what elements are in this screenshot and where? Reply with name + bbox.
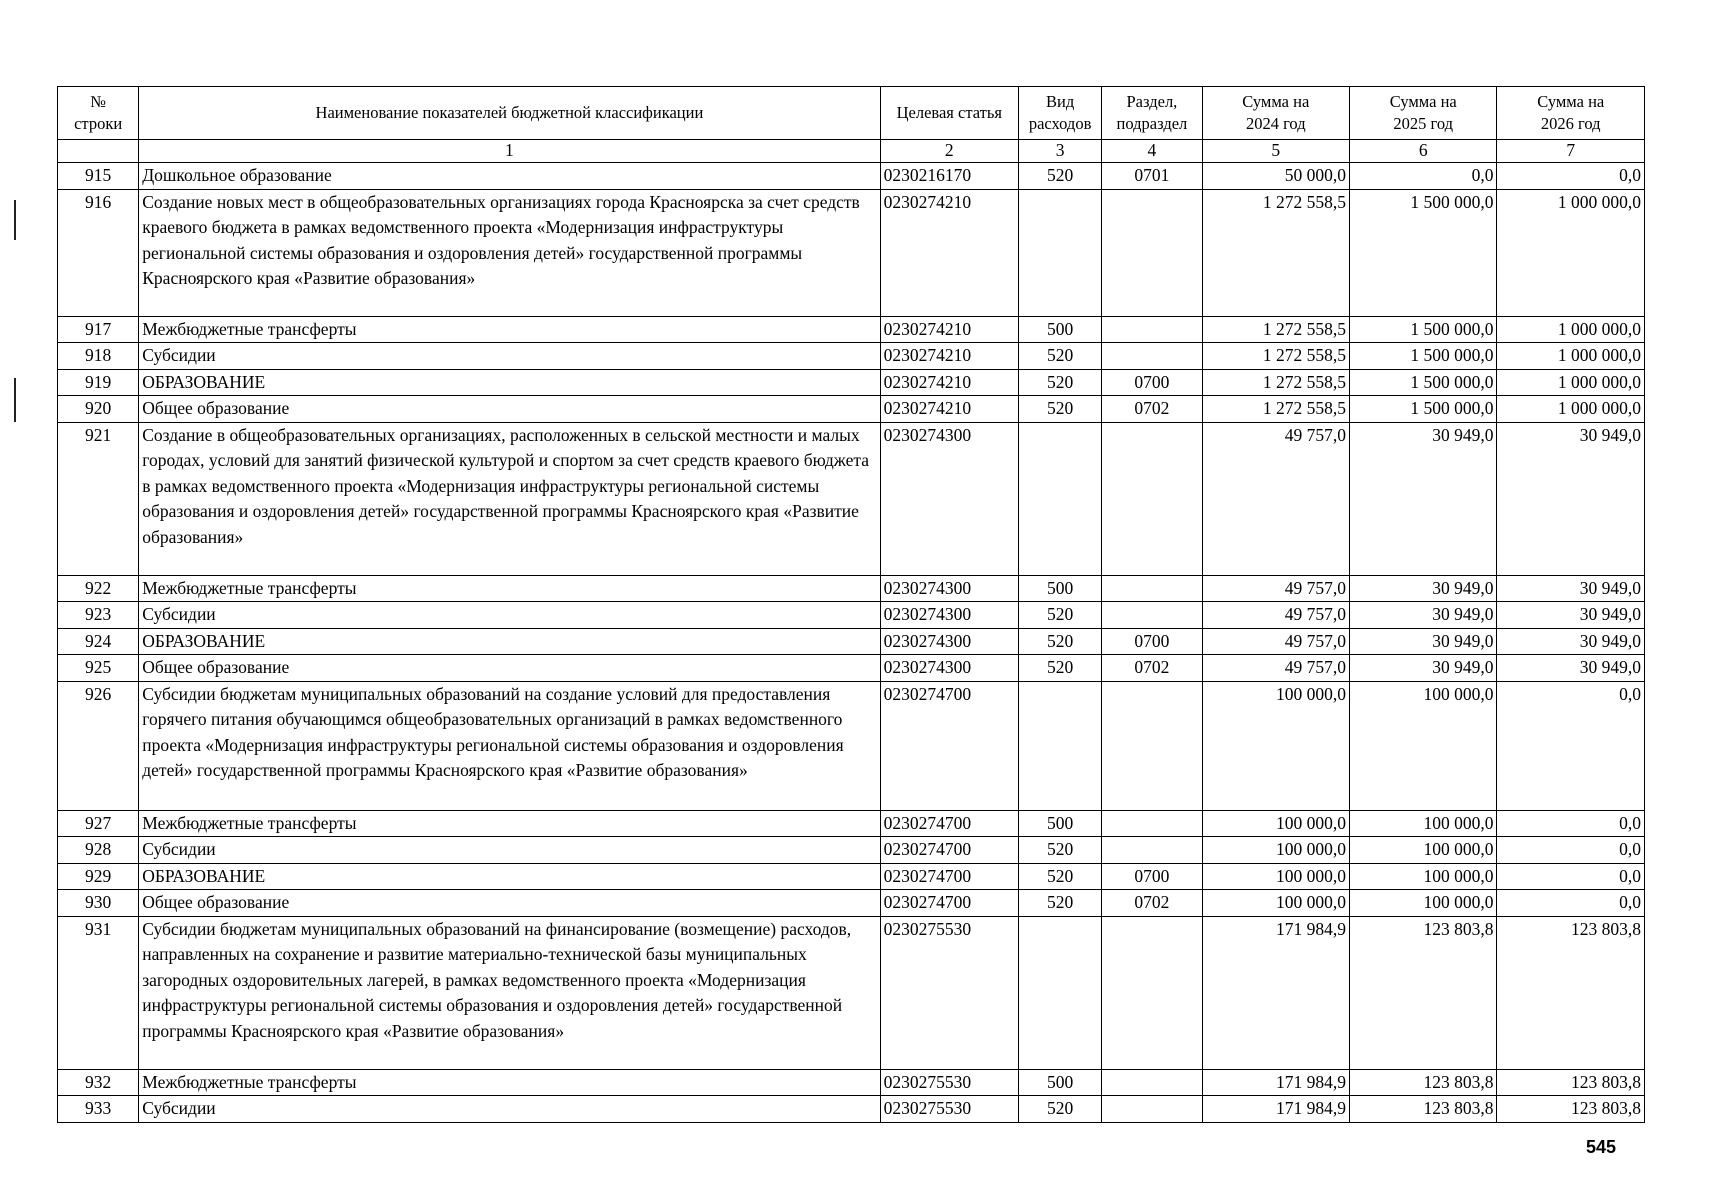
- section-code: 0702: [1102, 396, 1202, 423]
- row-name: Субсидии: [139, 837, 880, 864]
- amount-2024: 1 272 558,5: [1202, 189, 1349, 316]
- amount-2024: 100 000,0: [1202, 890, 1349, 917]
- amount-2024: 49 757,0: [1202, 655, 1349, 682]
- expense-type: [1019, 422, 1102, 575]
- target-code: 0230274700: [880, 890, 1018, 917]
- budget-table: [57, 86, 1645, 1123]
- row-number: 915: [58, 163, 139, 190]
- row-number: 921: [58, 422, 139, 575]
- amount-2026: 123 803,8: [1497, 916, 1645, 1069]
- target-code: 0230274300: [880, 602, 1018, 629]
- expense-type: 520: [1019, 369, 1102, 396]
- row-name: Дошкольное образование: [139, 163, 880, 190]
- row-name: Создание в общеобразовательных организациях, расположенных в сельской местности и малых городах, условий для занятий физической культурой и спортом за счет средств краевого бюджета в рамках ведомственного проекта «Модернизация инфраструктуры региональной системы образования и оздоровления детей» государственной программы Красноярского края «Развитие образования»: [139, 422, 880, 575]
- row-number: 922: [58, 575, 139, 602]
- amount-2026: 0,0: [1497, 810, 1645, 837]
- table-row: [58, 1096, 1645, 1123]
- amount-2024: 49 757,0: [1202, 602, 1349, 629]
- header-target: Целевая статья: [880, 87, 1018, 140]
- row-name: Субсидии: [139, 1096, 880, 1123]
- header-vid: Вид расходов: [1019, 87, 1102, 140]
- header-name: Наименование показателей бюджетной классификации: [139, 87, 880, 140]
- header-sum2026: Сумма на 2026 год: [1497, 87, 1645, 140]
- table-row: [58, 837, 1645, 864]
- target-code: 0230274700: [880, 863, 1018, 890]
- row-name: ОБРАЗОВАНИЕ: [139, 369, 880, 396]
- row-number: 927: [58, 810, 139, 837]
- amount-2025: 100 000,0: [1350, 681, 1497, 810]
- section-code: 0702: [1102, 655, 1202, 682]
- row-number: 925: [58, 655, 139, 682]
- row-number: 929: [58, 863, 139, 890]
- amount-2026: 30 949,0: [1497, 655, 1645, 682]
- section-code: [1102, 343, 1202, 370]
- amount-2025: 30 949,0: [1350, 655, 1497, 682]
- row-number: 916: [58, 189, 139, 316]
- expense-type: [1019, 681, 1102, 810]
- amount-2024: 100 000,0: [1202, 681, 1349, 810]
- row-name: Субсидии бюджетам муниципальных образований на финансирование (возмещение) расходов, направленных на сохранение и развитие материально-технической базы муниципальных загородных оздоровительных лагерей, в рамках ведомственного проекта «Модернизация инфраструктуры региональной системы образования и оздоровления детей» государственной программы Красноярского края «Развитие образования»: [139, 916, 880, 1069]
- target-code: 0230275530: [880, 916, 1018, 1069]
- expense-type: 520: [1019, 863, 1102, 890]
- section-code: [1102, 916, 1202, 1069]
- expense-type: 520: [1019, 602, 1102, 629]
- row-name: Межбюджетные трансферты: [139, 1069, 880, 1096]
- section-code: 0702: [1102, 890, 1202, 917]
- header-sum2025: Сумма на 2025 год: [1350, 87, 1497, 140]
- section-code: [1102, 1096, 1202, 1123]
- amount-2024: 1 272 558,5: [1202, 369, 1349, 396]
- column-number: 6: [1350, 140, 1497, 163]
- amount-2025: 100 000,0: [1350, 863, 1497, 890]
- table-row: [58, 396, 1645, 423]
- amount-2024: 49 757,0: [1202, 628, 1349, 655]
- table-row: [58, 163, 1645, 190]
- column-number: 4: [1102, 140, 1202, 163]
- row-name: Межбюджетные трансферты: [139, 316, 880, 343]
- row-number: 932: [58, 1069, 139, 1096]
- amount-2024: 49 757,0: [1202, 575, 1349, 602]
- section-code: [1102, 681, 1202, 810]
- section-code: [1102, 575, 1202, 602]
- table-row: [58, 316, 1645, 343]
- section-code: [1102, 316, 1202, 343]
- row-number: 931: [58, 916, 139, 1069]
- table-row: [58, 810, 1645, 837]
- row-number: 919: [58, 369, 139, 396]
- section-code: 0700: [1102, 628, 1202, 655]
- row-number: 923: [58, 602, 139, 629]
- amount-2024: 100 000,0: [1202, 810, 1349, 837]
- target-code: 0230274210: [880, 316, 1018, 343]
- amount-2025: 0,0: [1350, 163, 1497, 190]
- amount-2024: 1 272 558,5: [1202, 316, 1349, 343]
- amount-2025: 30 949,0: [1350, 422, 1497, 575]
- amount-2026: 30 949,0: [1497, 422, 1645, 575]
- amount-2026: 0,0: [1497, 837, 1645, 864]
- amount-2025: 30 949,0: [1350, 575, 1497, 602]
- row-number: 933: [58, 1096, 139, 1123]
- table-row: [58, 575, 1645, 602]
- row-name: Создание новых мест в общеобразовательных организациях города Красноярска за счет средств краевого бюджета в рамках ведомственного проекта «Модернизация инфраструктуры региональной системы образования и оздоровления детей» государственной программы Красноярского края «Развитие образования»: [139, 189, 880, 316]
- table-row: [58, 890, 1645, 917]
- amount-2025: 1 500 000,0: [1350, 369, 1497, 396]
- row-number: 928: [58, 837, 139, 864]
- table-row: [58, 681, 1645, 810]
- column-number: 7: [1497, 140, 1645, 163]
- amount-2025: 1 500 000,0: [1350, 396, 1497, 423]
- row-number: 924: [58, 628, 139, 655]
- amount-2024: 171 984,9: [1202, 916, 1349, 1069]
- amount-2026: 1 000 000,0: [1497, 396, 1645, 423]
- page-number: 545: [1586, 1137, 1617, 1157]
- row-name: Общее образование: [139, 655, 880, 682]
- target-code: 0230274300: [880, 655, 1018, 682]
- target-code: 0230274300: [880, 628, 1018, 655]
- table-row: [58, 863, 1645, 890]
- table-row: [58, 628, 1645, 655]
- amount-2024: 50 000,0: [1202, 163, 1349, 190]
- amount-2026: 0,0: [1497, 890, 1645, 917]
- row-name: Общее образование: [139, 396, 880, 423]
- section-code: [1102, 810, 1202, 837]
- row-name: Межбюджетные трансферты: [139, 810, 880, 837]
- expense-type: [1019, 189, 1102, 316]
- section-code: [1102, 422, 1202, 575]
- amount-2026: 1 000 000,0: [1497, 189, 1645, 316]
- scan-artifact: [14, 378, 16, 422]
- column-number: 2: [880, 140, 1018, 163]
- target-code: 0230274210: [880, 369, 1018, 396]
- target-code: 0230275530: [880, 1069, 1018, 1096]
- table-row: [58, 369, 1645, 396]
- target-code: 0230216170: [880, 163, 1018, 190]
- amount-2025: 100 000,0: [1350, 837, 1497, 864]
- amount-2025: 30 949,0: [1350, 602, 1497, 629]
- row-name: ОБРАЗОВАНИЕ: [139, 628, 880, 655]
- expense-type: 500: [1019, 810, 1102, 837]
- row-name: Межбюджетные трансферты: [139, 575, 880, 602]
- table-row: [58, 422, 1645, 575]
- expense-type: 520: [1019, 628, 1102, 655]
- section-code: [1102, 602, 1202, 629]
- row-name: Субсидии: [139, 602, 880, 629]
- row-name: Субсидии: [139, 343, 880, 370]
- header-row: [58, 87, 1645, 140]
- expense-type: 520: [1019, 655, 1102, 682]
- amount-2024: 1 272 558,5: [1202, 343, 1349, 370]
- target-code: 0230274700: [880, 837, 1018, 864]
- expense-type: 520: [1019, 396, 1102, 423]
- table-row: [58, 655, 1645, 682]
- amount-2024: 49 757,0: [1202, 422, 1349, 575]
- amount-2025: 1 500 000,0: [1350, 189, 1497, 316]
- section-code: 0701: [1102, 163, 1202, 190]
- column-number-row: [58, 140, 1645, 163]
- table-row: [58, 1069, 1645, 1096]
- amount-2025: 30 949,0: [1350, 628, 1497, 655]
- section-code: [1102, 1069, 1202, 1096]
- amount-2026: 1 000 000,0: [1497, 316, 1645, 343]
- amount-2025: 100 000,0: [1350, 810, 1497, 837]
- amount-2025: 123 803,8: [1350, 916, 1497, 1069]
- row-number: 930: [58, 890, 139, 917]
- expense-type: 520: [1019, 163, 1102, 190]
- section-code: [1102, 837, 1202, 864]
- amount-2026: 1 000 000,0: [1497, 343, 1645, 370]
- row-number: 918: [58, 343, 139, 370]
- target-code: 0230274700: [880, 681, 1018, 810]
- target-code: 0230274700: [880, 810, 1018, 837]
- expense-type: [1019, 916, 1102, 1069]
- amount-2024: 171 984,9: [1202, 1069, 1349, 1096]
- header-sum2024: Сумма на 2024 год: [1202, 87, 1349, 140]
- section-code: 0700: [1102, 863, 1202, 890]
- amount-2026: 30 949,0: [1497, 602, 1645, 629]
- amount-2026: 0,0: [1497, 163, 1645, 190]
- target-code: 0230274300: [880, 422, 1018, 575]
- expense-type: 520: [1019, 343, 1102, 370]
- section-code: [1102, 189, 1202, 316]
- column-number: 5: [1202, 140, 1349, 163]
- target-code: 0230275530: [880, 1096, 1018, 1123]
- amount-2025: 123 803,8: [1350, 1069, 1497, 1096]
- expense-type: 520: [1019, 1096, 1102, 1123]
- amount-2025: 123 803,8: [1350, 1096, 1497, 1123]
- column-number: 3: [1019, 140, 1102, 163]
- table-row: [58, 916, 1645, 1069]
- column-number: 1: [139, 140, 880, 163]
- row-name: ОБРАЗОВАНИЕ: [139, 863, 880, 890]
- target-code: 0230274300: [880, 575, 1018, 602]
- amount-2026: 123 803,8: [1497, 1096, 1645, 1123]
- row-number: 917: [58, 316, 139, 343]
- row-name: Общее образование: [139, 890, 880, 917]
- table-row: [58, 189, 1645, 316]
- expense-type: 520: [1019, 890, 1102, 917]
- amount-2026: 0,0: [1497, 863, 1645, 890]
- scan-artifact: [14, 200, 16, 240]
- amount-2024: 100 000,0: [1202, 863, 1349, 890]
- header-razdel: Раздел, подраздел: [1102, 87, 1202, 140]
- amount-2026: 123 803,8: [1497, 1069, 1645, 1096]
- amount-2026: 0,0: [1497, 681, 1645, 810]
- expense-type: 500: [1019, 1069, 1102, 1096]
- amount-2024: 1 272 558,5: [1202, 396, 1349, 423]
- section-code: 0700: [1102, 369, 1202, 396]
- amount-2025: 1 500 000,0: [1350, 316, 1497, 343]
- table-row: [58, 343, 1645, 370]
- row-name: Субсидии бюджетам муниципальных образований на создание условий для предоставления горячего питания обучающимся общеобразовательных организаций в рамках ведомственного проекта «Модернизация инфраструктуры региональной системы образования и оздоровления детей» государственной программы Красноярского края «Развитие образования»: [139, 681, 880, 810]
- header-row-no: № строки: [58, 87, 139, 140]
- target-code: 0230274210: [880, 189, 1018, 316]
- column-number: [58, 140, 139, 163]
- target-code: 0230274210: [880, 396, 1018, 423]
- table-row: [58, 602, 1645, 629]
- amount-2025: 1 500 000,0: [1350, 343, 1497, 370]
- expense-type: 500: [1019, 316, 1102, 343]
- amount-2026: 30 949,0: [1497, 575, 1645, 602]
- amount-2024: 100 000,0: [1202, 837, 1349, 864]
- expense-type: 500: [1019, 575, 1102, 602]
- row-number: 920: [58, 396, 139, 423]
- expense-type: 520: [1019, 837, 1102, 864]
- amount-2026: 1 000 000,0: [1497, 369, 1645, 396]
- amount-2024: 171 984,9: [1202, 1096, 1349, 1123]
- amount-2025: 100 000,0: [1350, 890, 1497, 917]
- amount-2026: 30 949,0: [1497, 628, 1645, 655]
- target-code: 0230274210: [880, 343, 1018, 370]
- row-number: 926: [58, 681, 139, 810]
